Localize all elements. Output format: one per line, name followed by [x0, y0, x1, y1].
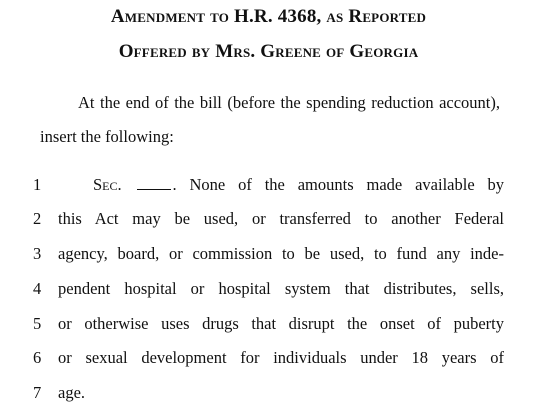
line-text: age.	[58, 383, 86, 402]
amendment-sponsor: Offered by Mrs. Greene of Georgia	[118, 41, 419, 62]
text-line	[0, 307, 537, 341]
line-number: 6	[33, 348, 42, 367]
line-text: this Act may be used, or transferred to another Federal	[58, 209, 504, 228]
line-number: 5	[33, 314, 42, 333]
line-number: 2	[33, 209, 42, 228]
text-line	[0, 341, 537, 375]
text-line	[0, 376, 537, 410]
section-label: Sec.	[93, 175, 122, 194]
line-number: 3	[33, 244, 42, 263]
section-text: . None of the amounts made available by	[172, 175, 505, 194]
line-number: 1	[33, 175, 42, 194]
line-text: pendent hospital or hospital system that distributes, sells,	[58, 279, 504, 298]
line-text	[93, 168, 504, 202]
text-line	[0, 272, 537, 306]
line-text: or sexual development for individuals under 18 years of	[58, 348, 504, 367]
line-text: or otherwise uses drugs that disrupt the onset of puberty	[58, 314, 504, 333]
amendment-title: Amendment to H.R. 4368, as Reported	[110, 6, 427, 27]
intro-paragraph: At the end of the bill (before the spending reduction account), insert the following:	[40, 93, 500, 146]
section-number-blank	[137, 175, 171, 190]
line-number: 4	[33, 279, 42, 298]
text-line	[0, 237, 537, 271]
text-line	[0, 202, 537, 236]
line-number: 7	[33, 383, 42, 402]
text-line	[0, 168, 537, 202]
line-text: agency, board, or commission to be used, to fund any inde-	[58, 244, 504, 263]
